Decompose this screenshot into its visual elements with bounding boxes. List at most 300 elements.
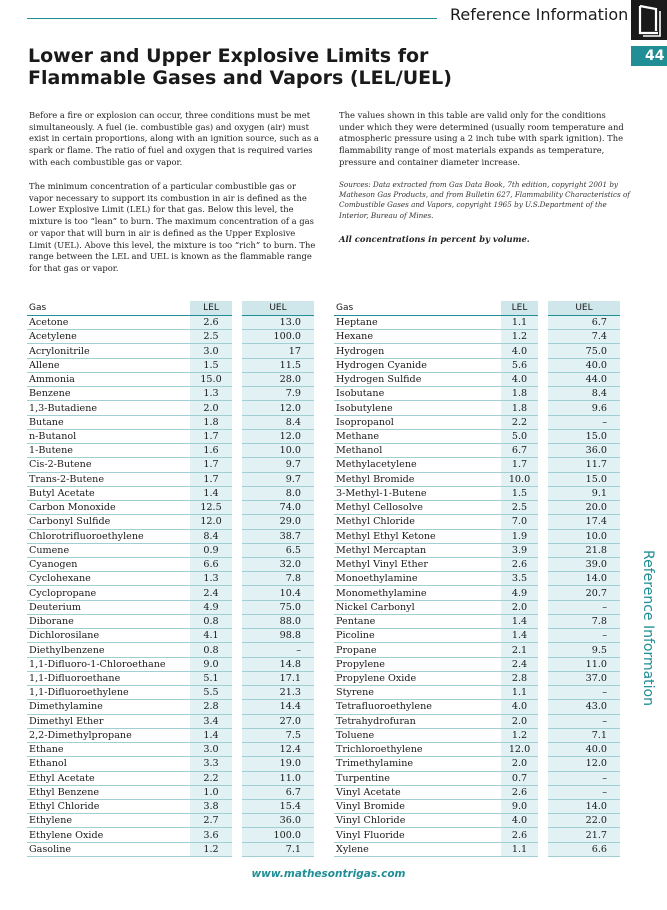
footer-url[interactable] bbox=[0, 868, 667, 880]
gas-name-cell: Dichlorosilane bbox=[27, 629, 190, 643]
uel-value-cell: 7.1 bbox=[543, 728, 620, 742]
lel-value-cell: 4.9 bbox=[501, 586, 543, 600]
lel-value-cell: 4.9 bbox=[190, 600, 237, 614]
uel-value-cell: 14.4 bbox=[237, 700, 314, 714]
uel-value-cell: 7.1 bbox=[237, 842, 314, 856]
table-row bbox=[334, 429, 620, 443]
uel-value-cell: 44.0 bbox=[543, 372, 620, 386]
lel-value-cell: 4.0 bbox=[501, 814, 543, 828]
uel-value-cell: 15.0 bbox=[543, 429, 620, 443]
lel-value-cell: 2.7 bbox=[190, 814, 237, 828]
lel-uel-table-left bbox=[27, 301, 314, 857]
uel-value-cell: 74.0 bbox=[237, 501, 314, 515]
lel-value-cell: 0.8 bbox=[190, 643, 237, 657]
table-row bbox=[334, 458, 620, 472]
lel-value-cell: 2.0 bbox=[501, 714, 543, 728]
table-row bbox=[27, 372, 314, 386]
gas-name-cell: Picoline bbox=[334, 629, 501, 643]
gas-name-cell: Cyanogen bbox=[27, 557, 190, 571]
table-row bbox=[27, 472, 314, 486]
table-body-right bbox=[334, 316, 620, 857]
gas-name-cell: Cis-2-Butene bbox=[27, 458, 190, 472]
uel-value-cell: 9.5 bbox=[543, 643, 620, 657]
table-row bbox=[334, 828, 620, 842]
table-row bbox=[334, 686, 620, 700]
lel-value-cell: 4.0 bbox=[501, 372, 543, 386]
table-row bbox=[27, 444, 314, 458]
uel-value-cell: 12.0 bbox=[543, 757, 620, 771]
table-row bbox=[27, 600, 314, 614]
gas-name-cell: Isobutylene bbox=[334, 401, 501, 415]
lel-value-cell: 2.6 bbox=[501, 828, 543, 842]
gas-name-cell: Trichloroethylene bbox=[334, 743, 501, 757]
title-line-1: Lower and Upper Explosive Limits for bbox=[28, 45, 429, 67]
table-row bbox=[334, 700, 620, 714]
table-row bbox=[334, 415, 620, 429]
table-row bbox=[334, 842, 620, 856]
lel-value-cell: 8.4 bbox=[190, 529, 237, 543]
uel-value-cell: 36.0 bbox=[543, 444, 620, 458]
gas-name-cell: Diethylbenzene bbox=[27, 643, 190, 657]
intro-paragraph-validity: The values shown in this table are valid only for the conditions under which they were determined (usually room temperature and atmospheric pressure using a 2 inch tube with spark ignition). The flammability range of most materials expands as temperature, pressure and container diameter increase. bbox=[339, 110, 624, 167]
lel-value-cell: 2.5 bbox=[501, 501, 543, 515]
lel-value-cell: 2.8 bbox=[501, 671, 543, 685]
table-row bbox=[27, 557, 314, 571]
lel-value-cell: 1.4 bbox=[501, 629, 543, 643]
gas-name-cell: Styrene bbox=[334, 686, 501, 700]
gas-name-cell: Hydrogen Cyanide bbox=[334, 358, 501, 372]
uel-value-cell: 19.0 bbox=[237, 757, 314, 771]
table-row bbox=[27, 799, 314, 813]
table-row bbox=[27, 330, 314, 344]
lel-value-cell: 4.0 bbox=[501, 344, 543, 358]
gas-name-cell: Cyclohexane bbox=[27, 572, 190, 586]
table-row bbox=[27, 657, 314, 671]
table-row bbox=[27, 757, 314, 771]
uel-value-cell: 6.5 bbox=[237, 543, 314, 557]
gas-name-cell: Methyl Ethyl Ketone bbox=[334, 529, 501, 543]
gas-name-cell: Allene bbox=[27, 358, 190, 372]
gas-name-cell: Vinyl Bromide bbox=[334, 799, 501, 813]
lel-value-cell: 3.8 bbox=[190, 799, 237, 813]
uel-value-cell: 17.1 bbox=[237, 671, 314, 685]
table-row bbox=[334, 358, 620, 372]
table-row bbox=[334, 372, 620, 386]
uel-value-cell: 12.0 bbox=[237, 401, 314, 415]
uel-value-cell: 28.0 bbox=[237, 372, 314, 386]
gas-name-cell: Cumene bbox=[27, 543, 190, 557]
lel-value-cell: 2.2 bbox=[190, 771, 237, 785]
gas-name-cell: Gasoline bbox=[27, 842, 190, 856]
gas-name-cell: Pentane bbox=[334, 614, 501, 628]
gas-name-cell: Methylacetylene bbox=[334, 458, 501, 472]
table-row bbox=[27, 629, 314, 643]
uel-value-cell: – bbox=[543, 415, 620, 429]
lel-value-cell: 1.2 bbox=[501, 728, 543, 742]
gas-name-cell: Ethyl Acetate bbox=[27, 771, 190, 785]
table-row bbox=[334, 714, 620, 728]
lel-value-cell: 1.4 bbox=[190, 486, 237, 500]
lel-value-cell: 2.4 bbox=[501, 657, 543, 671]
uel-value-cell: – bbox=[543, 785, 620, 799]
gas-name-cell: Vinyl Fluoride bbox=[334, 828, 501, 842]
section-title: Reference Information bbox=[450, 5, 629, 24]
table-row bbox=[27, 486, 314, 500]
gas-name-cell: Benzene bbox=[27, 387, 190, 401]
lel-value-cell: 1.0 bbox=[190, 785, 237, 799]
table-row bbox=[27, 458, 314, 472]
gas-name-cell: Isobutane bbox=[334, 387, 501, 401]
lel-value-cell: 7.0 bbox=[501, 515, 543, 529]
table-row bbox=[27, 344, 314, 358]
gas-name-cell: Ethyl Chloride bbox=[27, 799, 190, 813]
table-row bbox=[334, 444, 620, 458]
lel-value-cell: 12.0 bbox=[501, 743, 543, 757]
gas-name-cell: Methyl Cellosolve bbox=[334, 501, 501, 515]
lel-value-cell: 2.8 bbox=[190, 700, 237, 714]
uel-value-cell: 9.6 bbox=[543, 401, 620, 415]
uel-value-cell: 11.7 bbox=[543, 458, 620, 472]
lel-value-cell: 1.4 bbox=[501, 614, 543, 628]
gas-name-cell: Chlorotrifluoroethylene bbox=[27, 529, 190, 543]
page-number-tab: 44 bbox=[631, 46, 667, 66]
gas-name-cell: Xylene bbox=[334, 842, 501, 856]
uel-value-cell: 8.4 bbox=[543, 387, 620, 401]
uel-value-cell: 100.0 bbox=[237, 330, 314, 344]
uel-value-cell: 10.4 bbox=[237, 586, 314, 600]
lel-value-cell: 1.6 bbox=[190, 444, 237, 458]
table-row bbox=[27, 501, 314, 515]
gas-name-cell: Butane bbox=[27, 415, 190, 429]
gas-name-cell: Hydrogen bbox=[334, 344, 501, 358]
lel-value-cell: 1.7 bbox=[190, 429, 237, 443]
uel-value-cell: 9.7 bbox=[237, 472, 314, 486]
uel-value-cell: 17.4 bbox=[543, 515, 620, 529]
uel-value-cell: 15.4 bbox=[237, 799, 314, 813]
gas-name-cell: Hydrogen Sulfide bbox=[334, 372, 501, 386]
gas-name-cell: Nickel Carbonyl bbox=[334, 600, 501, 614]
lel-value-cell: 1.7 bbox=[190, 472, 237, 486]
gas-name-cell: 3-Methyl-1-Butene bbox=[334, 486, 501, 500]
table-row bbox=[334, 671, 620, 685]
table-row bbox=[334, 614, 620, 628]
uel-value-cell: 88.0 bbox=[237, 614, 314, 628]
gas-name-cell: Vinyl Acetate bbox=[334, 785, 501, 799]
table-row bbox=[334, 344, 620, 358]
lel-value-cell: 2.0 bbox=[501, 600, 543, 614]
gas-name-cell: Methyl Mercaptan bbox=[334, 543, 501, 557]
lel-value-cell: 1.3 bbox=[190, 387, 237, 401]
gas-name-cell: Ethanol bbox=[27, 757, 190, 771]
uel-value-cell: 43.0 bbox=[543, 700, 620, 714]
uel-value-cell: 20.7 bbox=[543, 586, 620, 600]
gas-name-cell: Acrylonitrile bbox=[27, 344, 190, 358]
lel-value-cell: 1.5 bbox=[190, 358, 237, 372]
gas-name-cell: Tetrahydrofuran bbox=[334, 714, 501, 728]
table-row bbox=[27, 572, 314, 586]
lel-value-cell: 0.7 bbox=[501, 771, 543, 785]
uel-value-cell: – bbox=[543, 714, 620, 728]
uel-value-cell: 40.0 bbox=[543, 358, 620, 372]
table-row bbox=[334, 572, 620, 586]
lel-value-cell: 4.0 bbox=[501, 700, 543, 714]
table-row bbox=[27, 415, 314, 429]
gas-name-cell: Ethane bbox=[27, 743, 190, 757]
table-row bbox=[27, 387, 314, 401]
gas-name-cell: Dimethyl Ether bbox=[27, 714, 190, 728]
gas-name-cell: Toluene bbox=[334, 728, 501, 742]
table-row bbox=[334, 387, 620, 401]
table-row bbox=[334, 515, 620, 529]
gas-name-cell: Methyl Bromide bbox=[334, 472, 501, 486]
page-title bbox=[28, 45, 452, 89]
column-header-uel: UEL bbox=[237, 301, 314, 316]
uel-value-cell: 10.0 bbox=[237, 444, 314, 458]
uel-value-cell: 6.7 bbox=[237, 785, 314, 799]
website-link[interactable]: www.mathesontrigas.com bbox=[251, 868, 406, 880]
uel-value-cell: 100.0 bbox=[237, 828, 314, 842]
sources-citation: Sources: Data extracted from Gas Data Book, 7th edition, copyright 2001 by Matheson Gas Products, and from Bulletin 627, Flammability Characteristics of Combustible Gases and Vapors, copyright 1965 by U.S.Department of the Interior, Bureau of Mines. bbox=[339, 180, 630, 220]
gas-name-cell: Ethylene bbox=[27, 814, 190, 828]
table-row bbox=[334, 529, 620, 543]
gas-name-cell: Heptane bbox=[334, 316, 501, 330]
table-row bbox=[334, 643, 620, 657]
table-row bbox=[27, 686, 314, 700]
uel-value-cell: 7.4 bbox=[543, 330, 620, 344]
gas-name-cell: Propane bbox=[334, 643, 501, 657]
table-row bbox=[334, 557, 620, 571]
uel-value-cell: 6.7 bbox=[543, 316, 620, 330]
gas-name-cell: Turpentine bbox=[334, 771, 501, 785]
lel-value-cell: 2.6 bbox=[501, 557, 543, 571]
uel-value-cell: 11.0 bbox=[543, 657, 620, 671]
table-row bbox=[334, 785, 620, 799]
table-row bbox=[27, 671, 314, 685]
uel-value-cell: 7.5 bbox=[237, 728, 314, 742]
book-icon bbox=[631, 0, 667, 40]
gas-name-cell: Butyl Acetate bbox=[27, 486, 190, 500]
uel-value-cell: 13.0 bbox=[237, 316, 314, 330]
uel-value-cell: 29.0 bbox=[237, 515, 314, 529]
lel-value-cell: 2.2 bbox=[501, 415, 543, 429]
lel-value-cell: 15.0 bbox=[190, 372, 237, 386]
gas-name-cell: Propylene bbox=[334, 657, 501, 671]
table-row bbox=[27, 614, 314, 628]
table-row bbox=[27, 771, 314, 785]
uel-value-cell: 20.0 bbox=[543, 501, 620, 515]
lel-value-cell: 2.0 bbox=[501, 757, 543, 771]
lel-value-cell: 9.0 bbox=[501, 799, 543, 813]
table-row bbox=[334, 629, 620, 643]
lel-value-cell: 1.3 bbox=[190, 572, 237, 586]
lel-value-cell: 2.5 bbox=[190, 330, 237, 344]
lel-value-cell: 5.1 bbox=[190, 671, 237, 685]
uel-value-cell: 21.7 bbox=[543, 828, 620, 842]
uel-value-cell: 37.0 bbox=[543, 671, 620, 685]
table-row bbox=[334, 316, 620, 330]
table-row bbox=[27, 842, 314, 856]
uel-value-cell: 11.0 bbox=[237, 771, 314, 785]
table-row bbox=[27, 586, 314, 600]
gas-name-cell: Methyl Chloride bbox=[334, 515, 501, 529]
column-header-uel: UEL bbox=[543, 301, 620, 316]
gas-name-cell: Monomethylamine bbox=[334, 586, 501, 600]
lel-value-cell: 1.5 bbox=[501, 486, 543, 500]
uel-value-cell: 32.0 bbox=[237, 557, 314, 571]
uel-value-cell: 21.8 bbox=[543, 543, 620, 557]
gas-name-cell: Ethylene Oxide bbox=[27, 828, 190, 842]
uel-value-cell: – bbox=[237, 643, 314, 657]
table-row bbox=[27, 529, 314, 543]
table-row bbox=[334, 743, 620, 757]
uel-value-cell: 11.5 bbox=[237, 358, 314, 372]
column-header-gas: Gas bbox=[27, 301, 190, 316]
table-row bbox=[27, 828, 314, 842]
lel-value-cell: 5.0 bbox=[501, 429, 543, 443]
table-row bbox=[334, 486, 620, 500]
lel-value-cell: 1.1 bbox=[501, 686, 543, 700]
lel-value-cell: 12.0 bbox=[190, 515, 237, 529]
lel-value-cell: 1.8 bbox=[501, 401, 543, 415]
gas-name-cell: Ammonia bbox=[27, 372, 190, 386]
intro-paragraph-conditions: Before a fire or explosion can occur, three conditions must be met simultaneously. A fuel (ie. combustible gas) and oxygen (air) must exist in certain proportions, along with an ignition source, such as a spark or flame. The ratio of fuel and oxygen that is required varies with each combustible gas or vapor. bbox=[29, 110, 319, 167]
uel-value-cell: – bbox=[543, 629, 620, 643]
lel-value-cell: 2.4 bbox=[190, 586, 237, 600]
lel-uel-table-right bbox=[334, 301, 620, 857]
table-row bbox=[334, 543, 620, 557]
table-header-row bbox=[334, 301, 620, 316]
gas-name-cell: Trimethylamine bbox=[334, 757, 501, 771]
table-row bbox=[27, 728, 314, 742]
gas-name-cell: Acetylene bbox=[27, 330, 190, 344]
title-line-2: Flammable Gases and Vapors (LEL/UEL) bbox=[28, 67, 452, 89]
uel-value-cell: 40.0 bbox=[543, 743, 620, 757]
header-rule bbox=[27, 18, 437, 19]
table-row bbox=[27, 743, 314, 757]
lel-value-cell: 6.6 bbox=[190, 557, 237, 571]
uel-value-cell: 98.8 bbox=[237, 629, 314, 643]
gas-name-cell: Vinyl Chloride bbox=[334, 814, 501, 828]
uel-value-cell: 14.8 bbox=[237, 657, 314, 671]
uel-value-cell: 75.0 bbox=[543, 344, 620, 358]
gas-name-cell: 2,2-Dimethylpropane bbox=[27, 728, 190, 742]
uel-value-cell: 21.3 bbox=[237, 686, 314, 700]
lel-value-cell: 0.9 bbox=[190, 543, 237, 557]
gas-name-cell: 1,3-Butadiene bbox=[27, 401, 190, 415]
table-row bbox=[27, 429, 314, 443]
gas-name-cell: 1,1-Difluoroethane bbox=[27, 671, 190, 685]
gas-name-cell: Methyl Vinyl Ether bbox=[334, 557, 501, 571]
gas-name-cell: Ethyl Benzene bbox=[27, 785, 190, 799]
uel-value-cell: 10.0 bbox=[543, 529, 620, 543]
table-row bbox=[27, 814, 314, 828]
table-row bbox=[27, 714, 314, 728]
uel-value-cell: 9.1 bbox=[543, 486, 620, 500]
gas-name-cell: 1,1-Difluoro-1-Chloroethane bbox=[27, 657, 190, 671]
gas-name-cell: Cyclopropane bbox=[27, 586, 190, 600]
uel-value-cell: 6.6 bbox=[543, 842, 620, 856]
lel-value-cell: 1.8 bbox=[190, 415, 237, 429]
table-row bbox=[27, 643, 314, 657]
gas-name-cell: Dimethylamine bbox=[27, 700, 190, 714]
gas-name-cell: Carbon Monoxide bbox=[27, 501, 190, 515]
table-row bbox=[334, 330, 620, 344]
units-note: All concentrations in percent by volume. bbox=[339, 234, 530, 244]
lel-value-cell: 3.0 bbox=[190, 344, 237, 358]
table-row bbox=[334, 757, 620, 771]
uel-value-cell: 22.0 bbox=[543, 814, 620, 828]
uel-value-cell: 14.0 bbox=[543, 572, 620, 586]
gas-name-cell: 1-Butene bbox=[27, 444, 190, 458]
lel-value-cell: 5.5 bbox=[190, 686, 237, 700]
lel-value-cell: 1.2 bbox=[501, 330, 543, 344]
uel-value-cell: 7.8 bbox=[543, 614, 620, 628]
table-row bbox=[334, 728, 620, 742]
lel-value-cell: 9.0 bbox=[190, 657, 237, 671]
gas-name-cell: 1,1-Difluoroethylene bbox=[27, 686, 190, 700]
uel-value-cell: 8.0 bbox=[237, 486, 314, 500]
uel-value-cell: 8.4 bbox=[237, 415, 314, 429]
lel-value-cell: 3.9 bbox=[501, 543, 543, 557]
table-body-left bbox=[27, 316, 314, 857]
gas-name-cell: Methanol bbox=[334, 444, 501, 458]
gas-name-cell: Propylene Oxide bbox=[334, 671, 501, 685]
lel-value-cell: 1.1 bbox=[501, 316, 543, 330]
uel-value-cell: – bbox=[543, 600, 620, 614]
uel-value-cell: – bbox=[543, 771, 620, 785]
lel-value-cell: 2.6 bbox=[190, 316, 237, 330]
uel-value-cell: 39.0 bbox=[543, 557, 620, 571]
table-row bbox=[27, 543, 314, 557]
lel-value-cell: 1.1 bbox=[501, 842, 543, 856]
table-row bbox=[334, 586, 620, 600]
gas-name-cell: Deuterium bbox=[27, 600, 190, 614]
table-row bbox=[27, 700, 314, 714]
lel-value-cell: 1.7 bbox=[190, 458, 237, 472]
lel-value-cell: 2.0 bbox=[190, 401, 237, 415]
column-header-lel: LEL bbox=[190, 301, 237, 316]
table-row bbox=[334, 657, 620, 671]
table-row bbox=[27, 316, 314, 330]
lel-value-cell: 1.8 bbox=[501, 387, 543, 401]
table-row bbox=[27, 785, 314, 799]
lel-value-cell: 6.7 bbox=[501, 444, 543, 458]
gas-name-cell: Diborane bbox=[27, 614, 190, 628]
intro-paragraph-limits: The minimum concentration of a particular combustible gas or vapor necessary to support its combustion in air is defined as the Lower Explosive Limit (LEL) for that gas. Below this level, the mixture is too “lean” to burn. The maximum concentration of a gas or vapor that will burn in air is defined as the Upper Explosive Limit (UEL). Above this level, the mixture is too “rich” to burn. The range between the LEL and UEL is known as the flammable range for that gas or vapor. bbox=[29, 181, 316, 273]
table-row bbox=[334, 771, 620, 785]
lel-value-cell: 0.8 bbox=[190, 614, 237, 628]
table-row bbox=[334, 401, 620, 415]
column-header-gas: Gas bbox=[334, 301, 501, 316]
uel-value-cell: – bbox=[543, 686, 620, 700]
lel-value-cell: 1.4 bbox=[190, 728, 237, 742]
lel-value-cell: 1.7 bbox=[501, 458, 543, 472]
uel-value-cell: 36.0 bbox=[237, 814, 314, 828]
uel-value-cell: 7.8 bbox=[237, 572, 314, 586]
uel-value-cell: 17 bbox=[237, 344, 314, 358]
uel-value-cell: 14.0 bbox=[543, 799, 620, 813]
lel-value-cell: 10.0 bbox=[501, 472, 543, 486]
table-row bbox=[334, 472, 620, 486]
lel-value-cell: 3.5 bbox=[501, 572, 543, 586]
uel-value-cell: 12.4 bbox=[237, 743, 314, 757]
table-row bbox=[27, 401, 314, 415]
gas-name-cell: Hexane bbox=[334, 330, 501, 344]
lel-value-cell: 3.3 bbox=[190, 757, 237, 771]
table-row bbox=[334, 799, 620, 813]
column-header-lel: LEL bbox=[501, 301, 543, 316]
lel-value-cell: 1.9 bbox=[501, 529, 543, 543]
